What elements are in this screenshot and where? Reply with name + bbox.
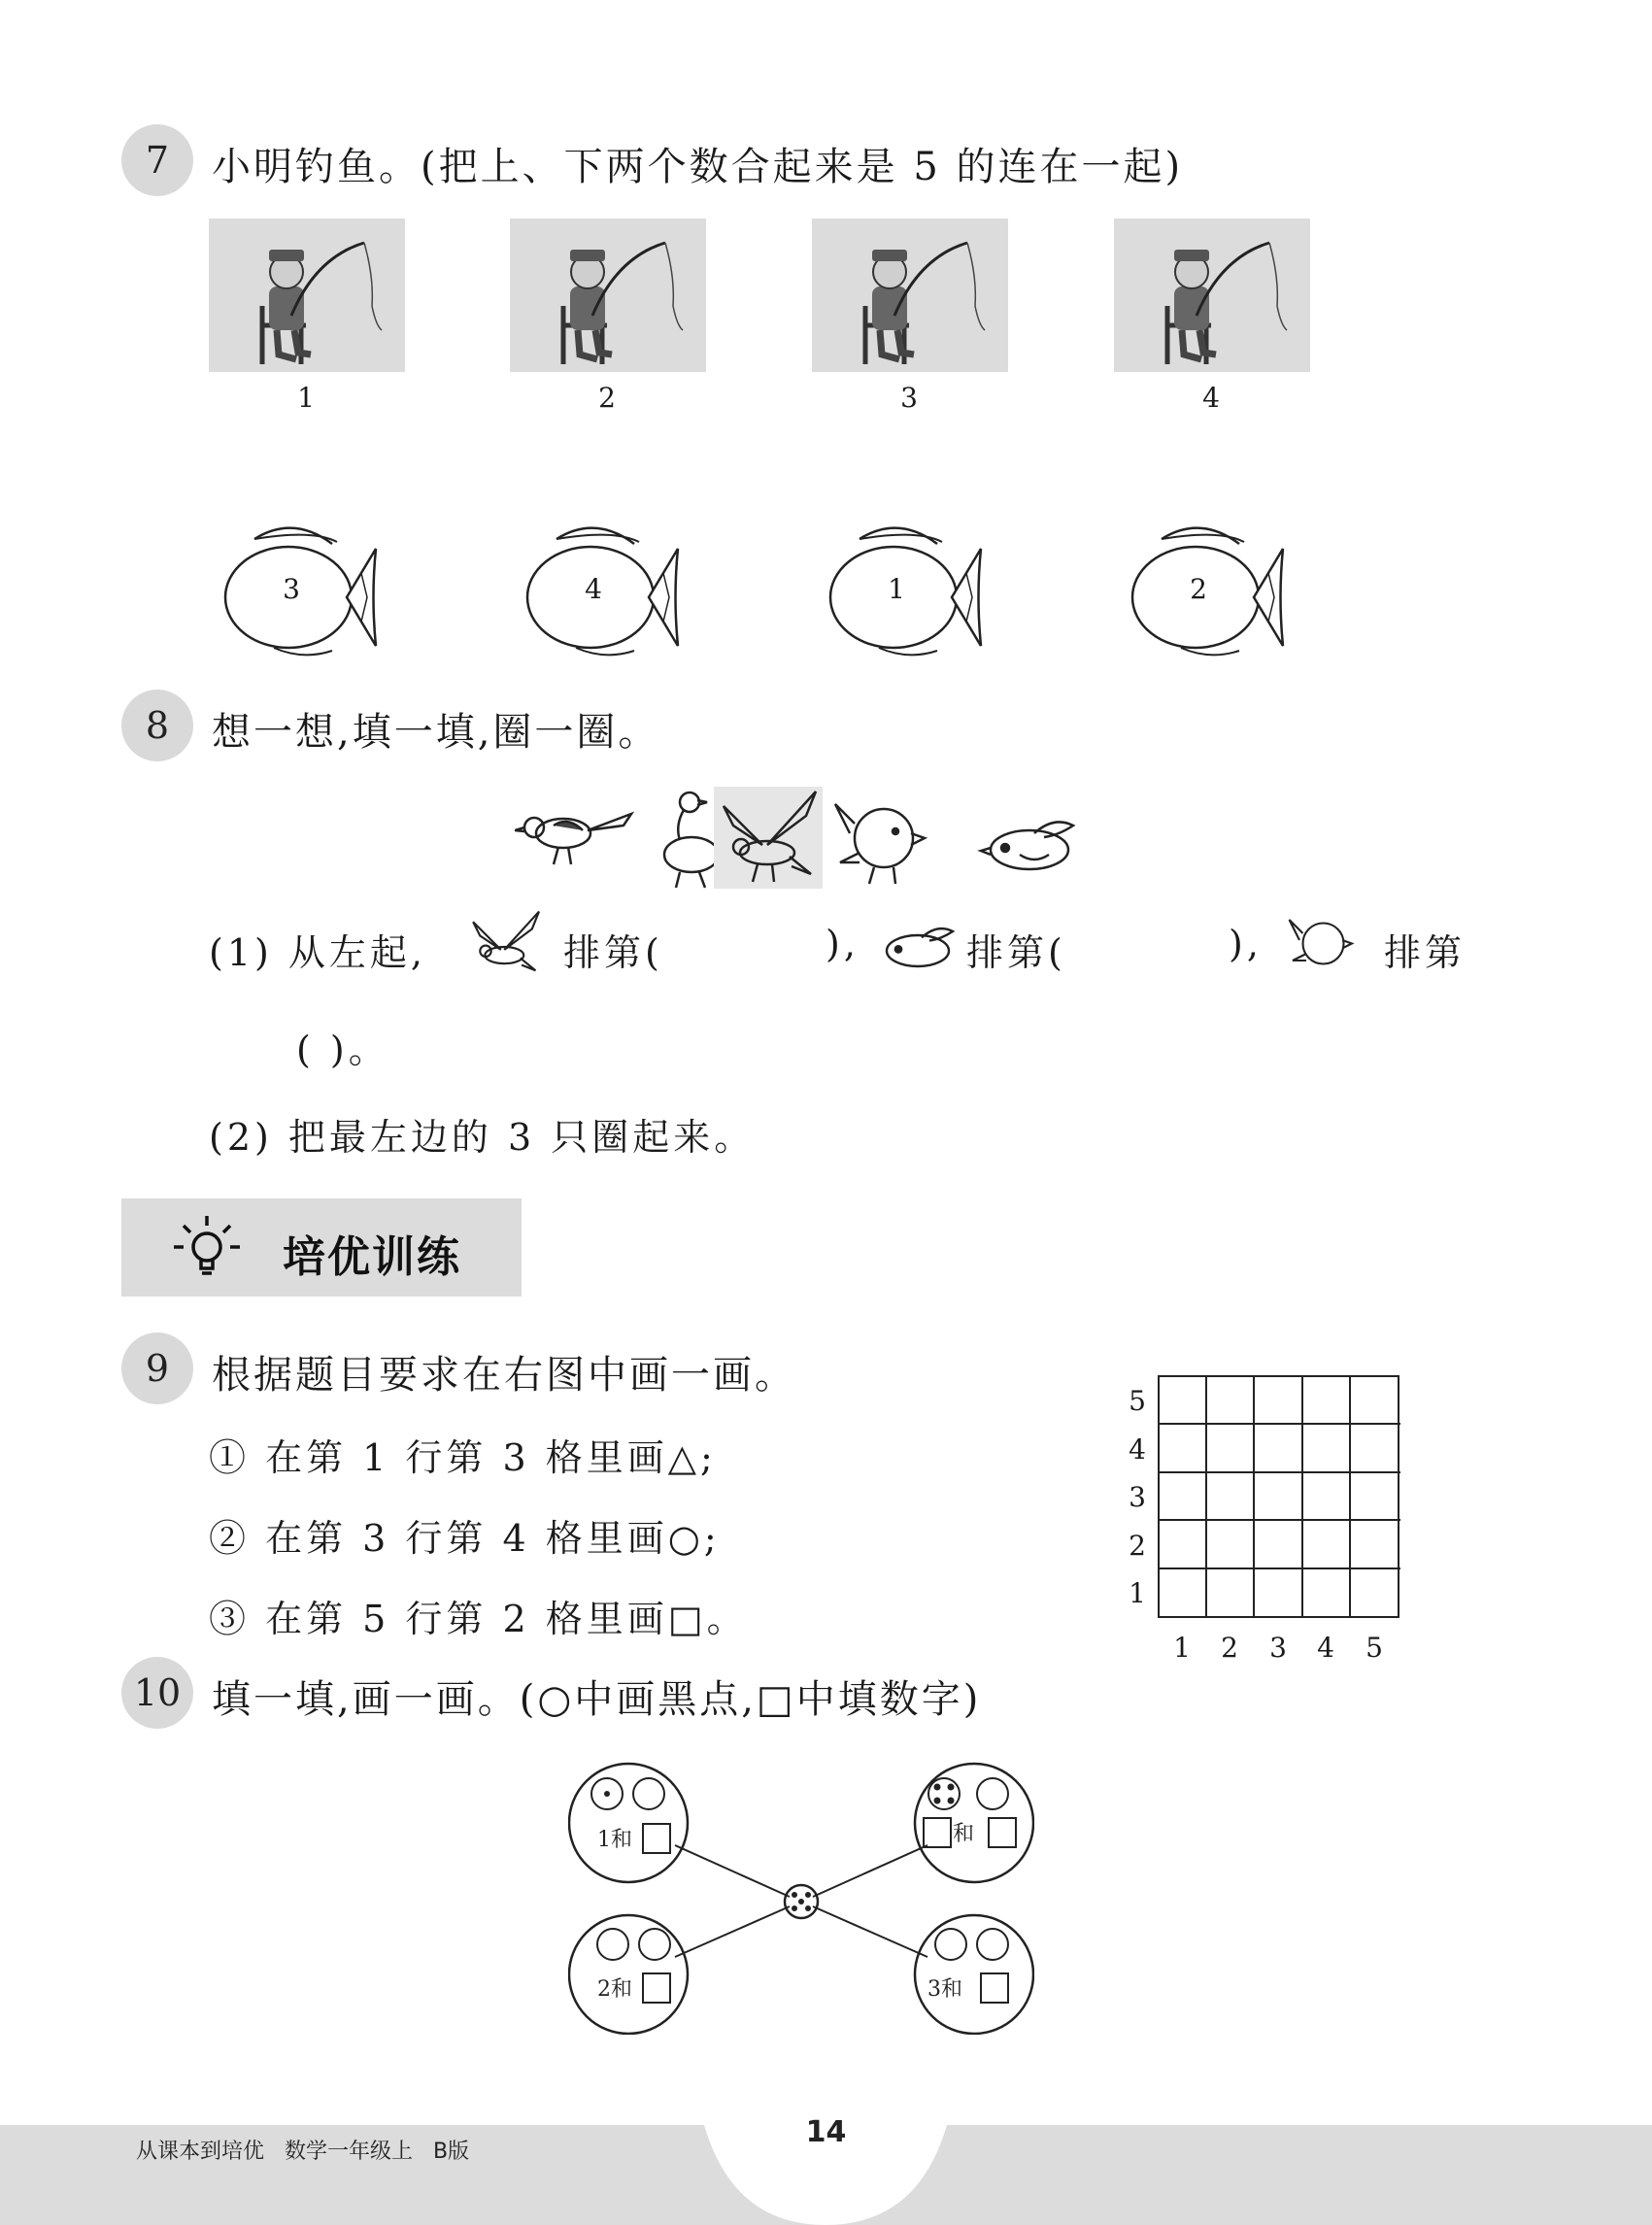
number-split-diagram [568, 1753, 1034, 2035]
grid-row-label-3: 3 [1129, 1481, 1146, 1513]
fish-label-4: 2 [1190, 573, 1207, 605]
magpie-icon [515, 814, 631, 864]
grid-col-label-4: 4 [1317, 1632, 1334, 1664]
fish-label-2: 4 [585, 573, 602, 605]
q8-part1-continued: ( )。 [296, 1028, 389, 1071]
chick-icon [835, 804, 925, 884]
fisher-label-3: 3 [900, 382, 918, 414]
fisherman-image-3 [812, 219, 1008, 372]
boy-fishing-icon [563, 243, 683, 364]
grid-col-label-3: 3 [1269, 1632, 1287, 1664]
question-10-prompt: 填一填,画一画。(○中画黑点,□中填数字) [212, 1677, 982, 1722]
grid-row-label-4: 4 [1129, 1433, 1146, 1466]
q8-part1-rank-2: 排第( [966, 931, 1066, 974]
q8-blank-2[interactable] [1083, 923, 1229, 961]
top-left-label: 1和 [597, 1828, 632, 1852]
q8-part1-close-1: ), [826, 923, 860, 965]
grid-col-label-2: 2 [1221, 1632, 1238, 1664]
question-9-prompt: 根据题目要求在右图中画一画。 [212, 1353, 796, 1398]
round-bird-icon [981, 822, 1073, 869]
question-8-prompt: 想一想,填一填,圈一圈。 [212, 710, 660, 755]
question-number-9: 9 [121, 1332, 193, 1404]
fish-label-3: 1 [888, 573, 905, 605]
boy-fishing-icon [1167, 243, 1287, 364]
q9-item-2: ② 在第 3 行第 4 格里画○; [209, 1517, 721, 1560]
boy-fishing-icon [262, 243, 382, 364]
bottom-right-group [915, 1915, 1033, 2034]
grid-col-label-5: 5 [1365, 1632, 1383, 1664]
grid-row-label-2: 2 [1129, 1530, 1146, 1562]
footer-book-title: 从课本到培优 数学一年级上 B版 [136, 2140, 470, 2164]
top-right-label: 和 [953, 1822, 975, 1846]
fisherman-image-1 [209, 219, 405, 372]
bird-row-image [515, 787, 1097, 893]
q8-part1-rank-3: 排第 [1384, 931, 1467, 974]
grid-row-label-1: 1 [1129, 1577, 1146, 1609]
fisher-label-1: 1 [297, 382, 315, 414]
section-header [121, 1198, 522, 1297]
lightbulb-icon [168, 1208, 246, 1286]
fisherman-image-2 [510, 219, 706, 372]
boy-fishing-icon [865, 243, 985, 364]
grid-row-label-5: 5 [1129, 1385, 1146, 1417]
chick-inline-icon [1282, 913, 1365, 981]
q8-blank-1[interactable] [680, 923, 826, 961]
eagle-inline-icon [461, 908, 549, 981]
goose-icon [664, 792, 719, 888]
fisher-label-2: 2 [598, 382, 616, 414]
question-number-10: 10 [121, 1657, 193, 1729]
grid-col-label-1: 1 [1173, 1632, 1191, 1664]
question-number-8: 8 [121, 690, 193, 761]
fisherman-image-4 [1114, 219, 1310, 372]
page-number: 14 [805, 2115, 847, 2149]
q9-item-1: ① 在第 1 行第 3 格里画△; [209, 1436, 717, 1479]
fisher-label-4: 4 [1202, 382, 1220, 414]
bottom-right-label: 3和 [927, 1977, 962, 2002]
question-7-prompt: 小明钓鱼。(把上、下两个数合起来是 5 的连在一起) [212, 145, 1184, 189]
q8-part1-close-2: ), [1229, 923, 1263, 965]
round-bird-inline-icon [879, 923, 957, 971]
q8-part1-rank-1: 排第( [563, 931, 663, 974]
section-title: 培优训练 [283, 1232, 461, 1282]
question-number-7: 7 [121, 124, 193, 196]
drawing-grid[interactable] [1158, 1375, 1400, 1618]
q8-part2: (2) 把最左边的 3 只圈起来。 [209, 1116, 756, 1159]
q9-item-3: ③ 在第 5 行第 2 格里画□。 [209, 1598, 748, 1640]
fish-label-1: 3 [283, 573, 300, 605]
q8-part1-start: (1) 从左起, [209, 931, 426, 974]
bottom-left-label: 2和 [597, 1977, 632, 2002]
eagle-icon [714, 787, 823, 889]
